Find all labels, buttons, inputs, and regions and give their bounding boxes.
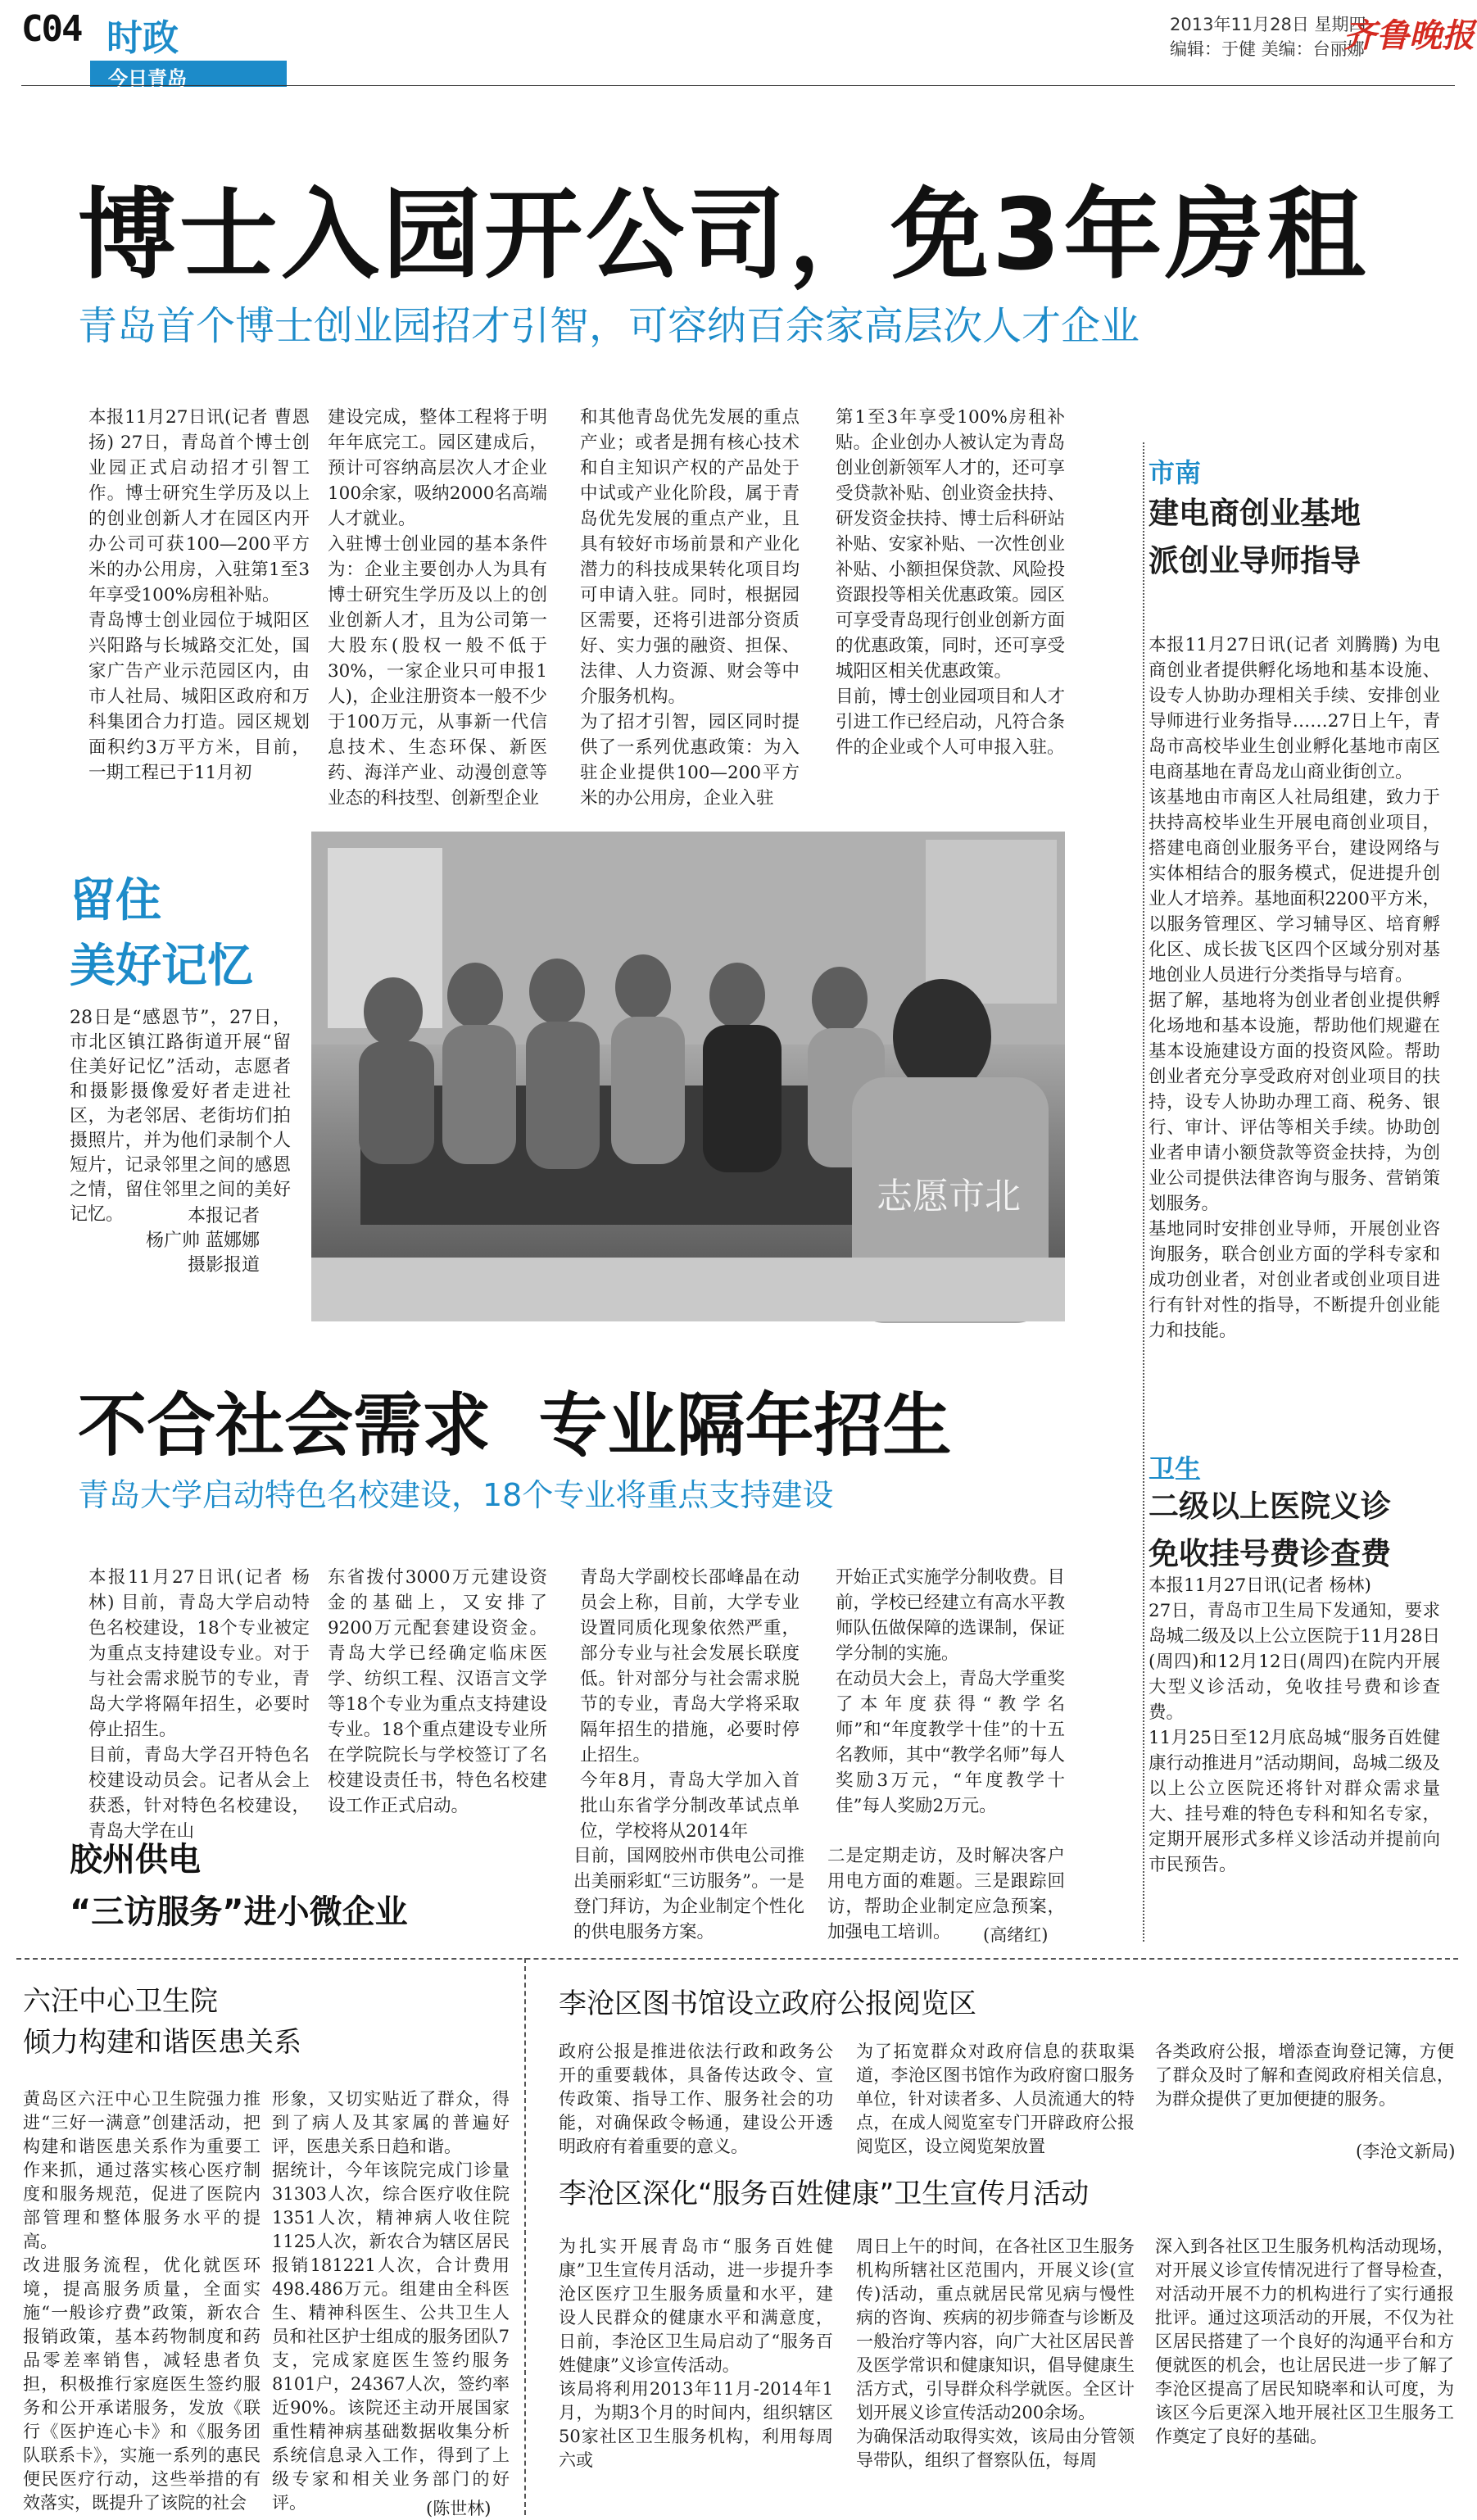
story3-headline-line2: “三访服务”进小微企业 [70,1893,408,1931]
story1-headline: 博士入园开公司，免3年房租 [78,179,1369,292]
story6-column-2: 周日上午的时间，在各社区卫生服务机构所辖社区范围内，开展义诊(宣传)活动，重点就居民常见病与慢性病的咨询、疾病的初步筛查与诊断及一般治疗等内容，向广大社区居民普及医学常识和健康知识，倡导健康生活方式，引导群众科学就医。全区计划开展义诊宣传活动200余场。 为确保活动取得实效，该局由分管领导带队，组织了督察队伍，每周 [856,2237,1135,2470]
section-title: 时政 [106,17,179,59]
story3-byline: (高绪红) [983,1925,1049,1945]
lower-section-divider [524,1958,526,2515]
header-editors: 编辑：于健 美编：台丽娜 [1170,39,1365,59]
vest-text: 志愿市北 [877,1176,1021,1217]
photo-story-headline [70,868,253,999]
story6-column-1: 为扎实开展青岛市“服务百姓健康”卫生宣传月活动，进一步提升李沧区医疗卫生服务质量和水平，建设人民群众的健康水平和满意度，日前，李沧区卫生局启动了“服务百姓健康”义诊宣传活动。 该局将利用2013年11月-2014年1月，为期3个月的时间内，组织辖区50家社区卫生服务机构，利用每周六或 [559,2237,833,2470]
story1-column-2: 建设完成，整体工程将于明年年底完工。园区建成后，预计可容纳高层次人才企业100余家，吸纳2000名高端人才就业。 入驻博士创业园的基本条件为：企业主要创办人为具有博士研究生学历及以上的创业创新人才，且为公司第一大股东(股权一般不低于30%，一家企业只可申报1人)，企业注册资本一般不少于100万元，从事新一代信息技术、生态环保、新医药、海洋产业、动漫创意等业态的科技型、创新型企业 [328,407,547,809]
sidebar1-body: 本报11月27日讯(记者 刘腾腾) 为电商创业者提供孵化场地和基本设施、设专人协助办理相关手续、安排创业导师进行业务指导……27日上午，青岛市高校毕业生创业孵化基地市南区电商基地在青岛龙山商业街创立。 该基地由市南区人社局组建，致力于扶持高校毕业生开展电商创业项目，搭建电商创业服务平台，建设网络与实体相结合的服务模式，促进提升创业人才培养。基地面积2200平方米，以服务管理区、学习辅导区、培育孵化区、成长拔飞区四个区域分别对基地创业人员进行分类指导与培育。 据了解，基地将为创业者创业提供孵化场地和基本设施，帮助他们规避在基本设施建设方面的投资风险。帮助创业者充分享受政府对创业项目的扶持，设专人协助办理工商、税务、银行、审计、评估等相关手续。协助创业者申请小额贷款等资金扶持，为创业公司提供法律咨询与服务、营销策划服务。 基地同时安排创业导师，开展创业咨询服务，联合创业方面的学科专家和成功创业者，对创业者或创业项目进行有针对性的指导，不断提升创业能力和技能。 [1149,635,1440,1341]
sidebar2-kicker: 卫生 [1149,1453,1202,1484]
story2-subheadline: 青岛大学启动特色名校建设，18个专业将重点支持建设 [78,1477,834,1513]
story5-column-3: 各类政府公报，增添查询登记簿，方便了群众及时了解和查阅政府相关信息，为群众提供了更加便捷的服务。 [1155,2042,1454,2109]
story6-column-3: 深入到各社区卫生服务机构活动现场，对开展义诊宣传情况进行了督导检查，对活动开展不力的机构进行了实行通报批评。通过这项活动的开展，不仅为社区居民搭建了一个良好的沟通平台和方便就医的机会，也让居民进一步了解了李沧区提高了居民知晓率和认可度，为该区今后更深入地开展社区卫生服务工作奠定了良好的基础。 [1155,2237,1454,2446]
photo-credit [70,1204,260,1278]
sidebar2-headline-line1: 二级以上医院义诊 [1149,1489,1391,1524]
story1-column-3: 和其他青岛优先发展的重点产业；或者是拥有核心技术和自主知识产权的产品处于中试或产业化阶段，属于青岛优先发展的重点产业，且具有较好市场前景和产业化潜力的科技成果转化项目均可申请入驻。同时，根据园区需要，还将引进部分资质好、实力强的融资、担保、法律、人力资源、财会等中介服务机构。 为了招才引智，园区同时提供了一系列优惠政策：为入驻企业提供100—200平方米的办公用房，企业入驻 [580,407,800,809]
story4-byline: (陈世林) [426,2499,492,2518]
photo-headline-line2: 美好记忆 [70,940,253,993]
subsection-title: 今日青岛 [108,67,187,90]
story2-headline: 不合社会需求 专业隔年招生 [78,1385,952,1466]
photo-caption: 28日是“感恩节”，27日，市北区镇江路街道开展“留住美好记忆”活动，志愿者和摄影摄像爱好者走进社区，为老邻居、老街坊们拍摄照片，并为他们录制个人短片，记录邻里之间的感恩之情，留住邻里之间的美好记忆。 [70,1008,291,1225]
header-rule [21,85,1455,86]
story1-column-1: 本报11月27日讯(记者 曹恩扬) 27日，青岛首个博士创业园正式启动招才引智工作。博士研究生学历及以上的创业创新人才在园区内开办公司可获100—200平方米的办公用房，入驻第1至3年享受100%房租补贴。 青岛博士创业园位于城阳区兴阳路与长城路交汇处，国家广告产业示范园区内，由市人社局、城阳区政府和万科集团合力打造。园区规划面积约3万平方米，目前，一期工程已于11月初 [88,407,310,783]
lower-section-rule [16,1958,1458,1960]
photo-credit-line3: 摄影报道 [187,1255,260,1276]
sidebar1-headline-line1: 建电商创业基地 [1149,496,1361,531]
story4-headline-line1: 六汪中心卫生院 [23,1985,218,2018]
story6-headline: 李沧区深化“服务百姓健康”卫生宣传月活动 [559,2178,1090,2210]
photo-credit-line1: 本报记者 [187,1206,260,1226]
story5-byline: (李沧文新局) [1356,2142,1456,2161]
photo-scene [311,832,1065,1321]
sidebar1-headline [1149,490,1361,585]
story3-column-2: 二是定期走访，及时解决客户用电方面的难题。三是跟踪回访，帮助企业制定应急预案，加强电工培训。 [827,1846,1065,1942]
story2-column-1: 本报11月27日讯(记者 杨林) 目前，青岛大学启动特色名校建设，18个专业被定为重点支持建设专业。对于与社会需求脱节的专业，青岛大学将隔年招生，必要时停止招生。 目前，青岛大学召开特色名校建设动员会。记者从会上获悉，针对特色名校建设，青岛大学在山 [88,1567,310,1842]
photo-credit-line2: 杨广帅 蓝娜娜 [146,1231,260,1251]
sidebar2-body: 本报11月27日讯(记者 杨林) 27日，青岛市卫生局下发通知，要求岛城二级及以上公立医院于11月28日(周四)和12月12日(周四)在院内开展大型义诊活动，免收挂号费和诊查费。 11月25日至12月底岛城“服务百姓健康行动推进月”活动期间，岛城二级及以上公立医院还将针对群众需求量大、挂号难的特色专科和知名专家，定期开展形式多样义诊活动并提前向市民预告。 [1149,1575,1440,1875]
sidebar2-headline [1149,1483,1391,1578]
sidebar1-headline-line2: 派创业导师指导 [1149,543,1361,578]
story5-headline: 李沧区图书馆设立政府公报阅览区 [559,1987,976,2020]
page-number: C04 [21,8,82,50]
story4-headline-line2: 倾力构建和谐医患关系 [23,2026,301,2059]
story4-column-1: 黄岛区六汪中心卫生院强力推进“三好一满意”创建活动，把构建和谐医患关系作为重要工作来抓，通过落实核心医疗制度和服务规范，促进了医院内部管理和整体服务水平的提高。 改进服务流程，优化就医环境，提高服务质量，全面实施“一般诊疗费”政策，新农合报销政策，基本药物制度和药品零差率销售，减轻患者负担，积极推行家庭医生签约服务和公开承诺服务，发放《联行《医护连心卡》和《服务团队联系卡》，实施一系列的惠民便民医疗行动，这些举措的有效落实，既提升了该院的社会 [23,2089,261,2513]
story5-column-2: 为了拓宽群众对政府信息的获取渠道，李沧区图书馆作为政府窗口服务单位，针对读者多、人员流通大的特点，在成人阅览室专门开辟政府公报阅览区，设立阅览架放置 [856,2042,1135,2156]
story3-headline-line1: 胶州供电 [70,1841,201,1879]
story1-column-4: 第1至3年享受100%房租补贴。企业创办人被认定为青岛创业创新领军人才的，还可享受贷款补贴、创业资金扶持、研发资金扶持、博士后科研站补贴、安家补贴、一次性创业补贴、小额担保贷款、风险投资跟投等相关优惠政策。园区可享受青岛现行创业创新方面的优惠政策，同时，还可享受城阳区相关优惠政策。 目前，博士创业园项目和人才引进工作已经启动，凡符合条件的企业或个人可申报入驻。 [836,407,1065,758]
story3-headline [70,1833,408,1938]
story2-column-2: 东省拨付3000万元建设资金的基础上，又安排了9200万元配套建设资金。青岛大学已经确定临床医学、纺织工程、汉语言文学等18个专业为重点支持建设专业。18个重点建设专业所在学院院长与学校签订了名校建设责任书，特色名校建设工作正式启动。 [328,1567,547,1816]
story4-column-2: 形象，又切实贴近了群众，得到了病人及其家属的普遍好评，医患关系日趋和谐。 据统计，今年该院完成门诊量31303人次，综合医疗收住院1351人次，精神病人收住院1125人次，新农合为辖区居民报销181221人次，合计费用498.486万元。组建由全科医生、精神科医生、公共卫生人员和社区护士组成的服务团队7支，完成家庭医生签约服务8101户，24367人次，签约率近90%。该院还主动开展国家重性精神病基础数据收集分析系统信息录入工作，得到了上级专家和相关业务部门的好评。 [272,2089,510,2513]
header-date: 2013年11月28日 星期四 [1170,15,1366,34]
story3-column-1: 目前，国网胶州市供电公司推出美丽彩虹“三访服务”。一是登门拜访，为企业制定个性化的供电服务方案。 [573,1846,804,1942]
sidebar-divider [1143,442,1144,1942]
story1-subheadline: 青岛首个博士创业园招才引智，可容纳百余家高层次人才企业 [78,303,1140,349]
photo-headline-line1: 留住 [70,874,161,927]
sidebar2-headline-line2: 免收挂号费诊查费 [1149,1536,1391,1571]
story5-column-1: 政府公报是推进依法行政和政务公开的重要载体，具备传达政令、宣传政策、指导工作、服务社会的功能，对确保政令畅通，建设公开透明政府有着重要的意义。 [559,2042,833,2156]
masthead-logo: 齐鲁晚报 [1343,16,1475,55]
story2-column-3: 青岛大学副校长邵峰晶在动员会上称，目前，大学专业设置同质化现象依然严重，部分专业与社会发展长联度低。针对部分与社会需求脱节的专业，青岛大学将采取隔年招生的措施，必要时停止招生。 今年8月，青岛大学加入首批山东省学分制改革试点单位，学校将从2014年 [580,1567,800,1842]
story2-column-4: 开始正式实施学分制收费。目前，学校已经建立有高水平教师队伍做保障的选课制，保证学分制的实施。 在动员大会上，青岛大学重奖了本年度获得“教学名师”和“年度教学十佳”的十五名教师，其中“教学名师”每人奖励3万元，“年度教学十佳”每人奖励2万元。 [836,1567,1065,1816]
sidebar1-kicker: 市南 [1149,457,1202,488]
news-photo [311,832,1065,1321]
story4-headline [23,1981,301,2063]
